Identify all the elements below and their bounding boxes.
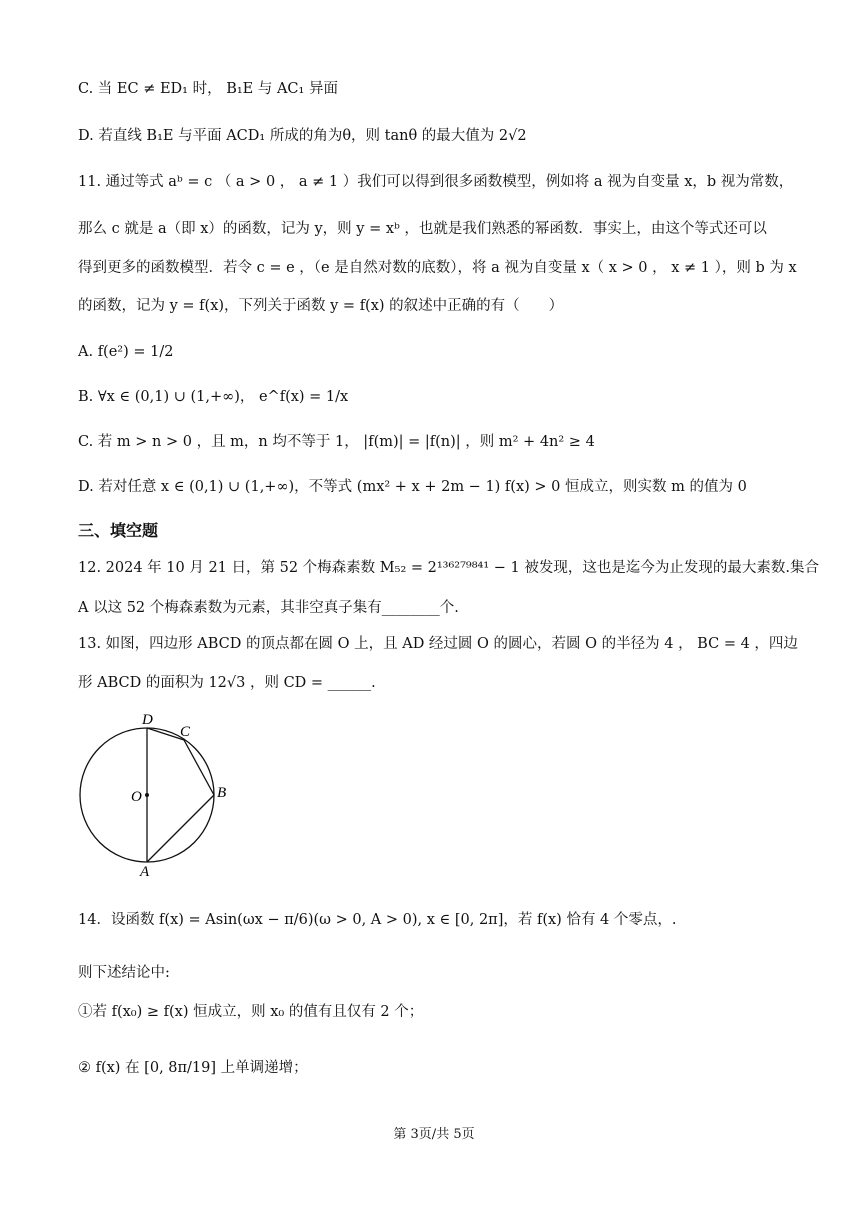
- question-13-line-2: 形 ABCD 的面积为 12√3 ，则 CD = ______.: [78, 675, 376, 691]
- question-11-line-1: 11. 通过等式 aᵇ = c （ a > 0 ， a ≠ 1 ）我们可以得到很多函数模型，例如将 a 视为自变量 x，b 视为常数，: [78, 174, 794, 190]
- section-title: 三、填空题: [78, 521, 159, 540]
- question-13-line-1: 13. 如图，四边形 ABCD 的顶点都在圆 O 上，且 AD 经过圆 O 的圆心，若圆 O 的半径为 4 ， BC = 4 ，四边: [78, 636, 798, 652]
- label-d: D: [142, 712, 153, 728]
- question-11-line-4: 的函数，记为 y = f(x)，下列关于函数 y = f(x) 的叙述中正确的有（ ）: [78, 298, 564, 314]
- option-11a: A. f(e²) = 1/2: [78, 344, 174, 360]
- label-a: A: [140, 864, 150, 880]
- question-14-line-2: 则下述结论中:: [78, 965, 170, 981]
- question-11-line-3: 得到更多的函数模型．若令 c = e ，（e 是自然对数的底数），将 a 视为自变量 x（ x > 0 ， x ≠ 1 ），则 b 为 x: [78, 260, 797, 276]
- center-point: [145, 793, 149, 797]
- page-footer: 第 3页/共 5页: [393, 1127, 475, 1142]
- question-12-line-2: A 以这 52 个梅森素数为元素，其非空真子集有________个.: [78, 600, 459, 616]
- label-b: B: [217, 785, 227, 801]
- option-11b: B. ∀x ∈ (0,1) ∪ (1,+∞)， e^f(x) = 1/x: [78, 389, 349, 405]
- question-14-item-1: ①若 f(x₀) ≥ f(x) 恒成立，则 x₀ 的值有且仅有 2 个；: [78, 1004, 424, 1020]
- question-11-line-2: 那么 c 就是 a（即 x）的函数，记为 y，则 y = xᵇ ，也就是我们熟悉的幂函数．事实上，由这个等式还可以: [78, 221, 767, 237]
- segment-cb: [184, 740, 214, 795]
- circle-quadrilateral-figure: [74, 708, 244, 883]
- label-o: O: [131, 789, 142, 805]
- segment-ba: [147, 795, 214, 862]
- question-14-line-1: 14．设函数 f(x) = Asin(ωx − π/6)(ω > 0, A > 0), x ∈ [0, 2π]，若 f(x) 恰有 4 个零点，.: [78, 912, 677, 928]
- question-14-item-2: ② f(x) 在 [0, 8π/19] 上单调递增；: [78, 1060, 308, 1076]
- segment-dc: [147, 728, 184, 740]
- option-11c: C. 若 m > n > 0 ，且 m，n 均不等于 1， |f(m)| = |f(n)| ，则 m² + 4n² ≥ 4: [78, 434, 595, 450]
- question-12-line-1: 12. 2024 年 10 月 21 日，第 52 个梅森素数 M₅₂ = 2¹³⁶²⁷⁹⁸⁴¹ − 1 被发现，这也是迄今为止发现的最大素数.集合: [78, 560, 819, 576]
- option-10d: D. 若直线 B₁E 与平面 ACD₁ 所成的角为θ，则 tanθ 的最大值为 2√2: [78, 128, 527, 144]
- label-c: C: [180, 724, 191, 740]
- option-10c: C. 当 EC ≠ ED₁ 时， B₁E 与 AC₁ 异面: [78, 81, 338, 97]
- option-11d: D. 若对任意 x ∈ (0,1) ∪ (1,+∞)，不等式 (mx² + x + 2m − 1) f(x) > 0 恒成立，则实数 m 的值为 0: [78, 479, 747, 495]
